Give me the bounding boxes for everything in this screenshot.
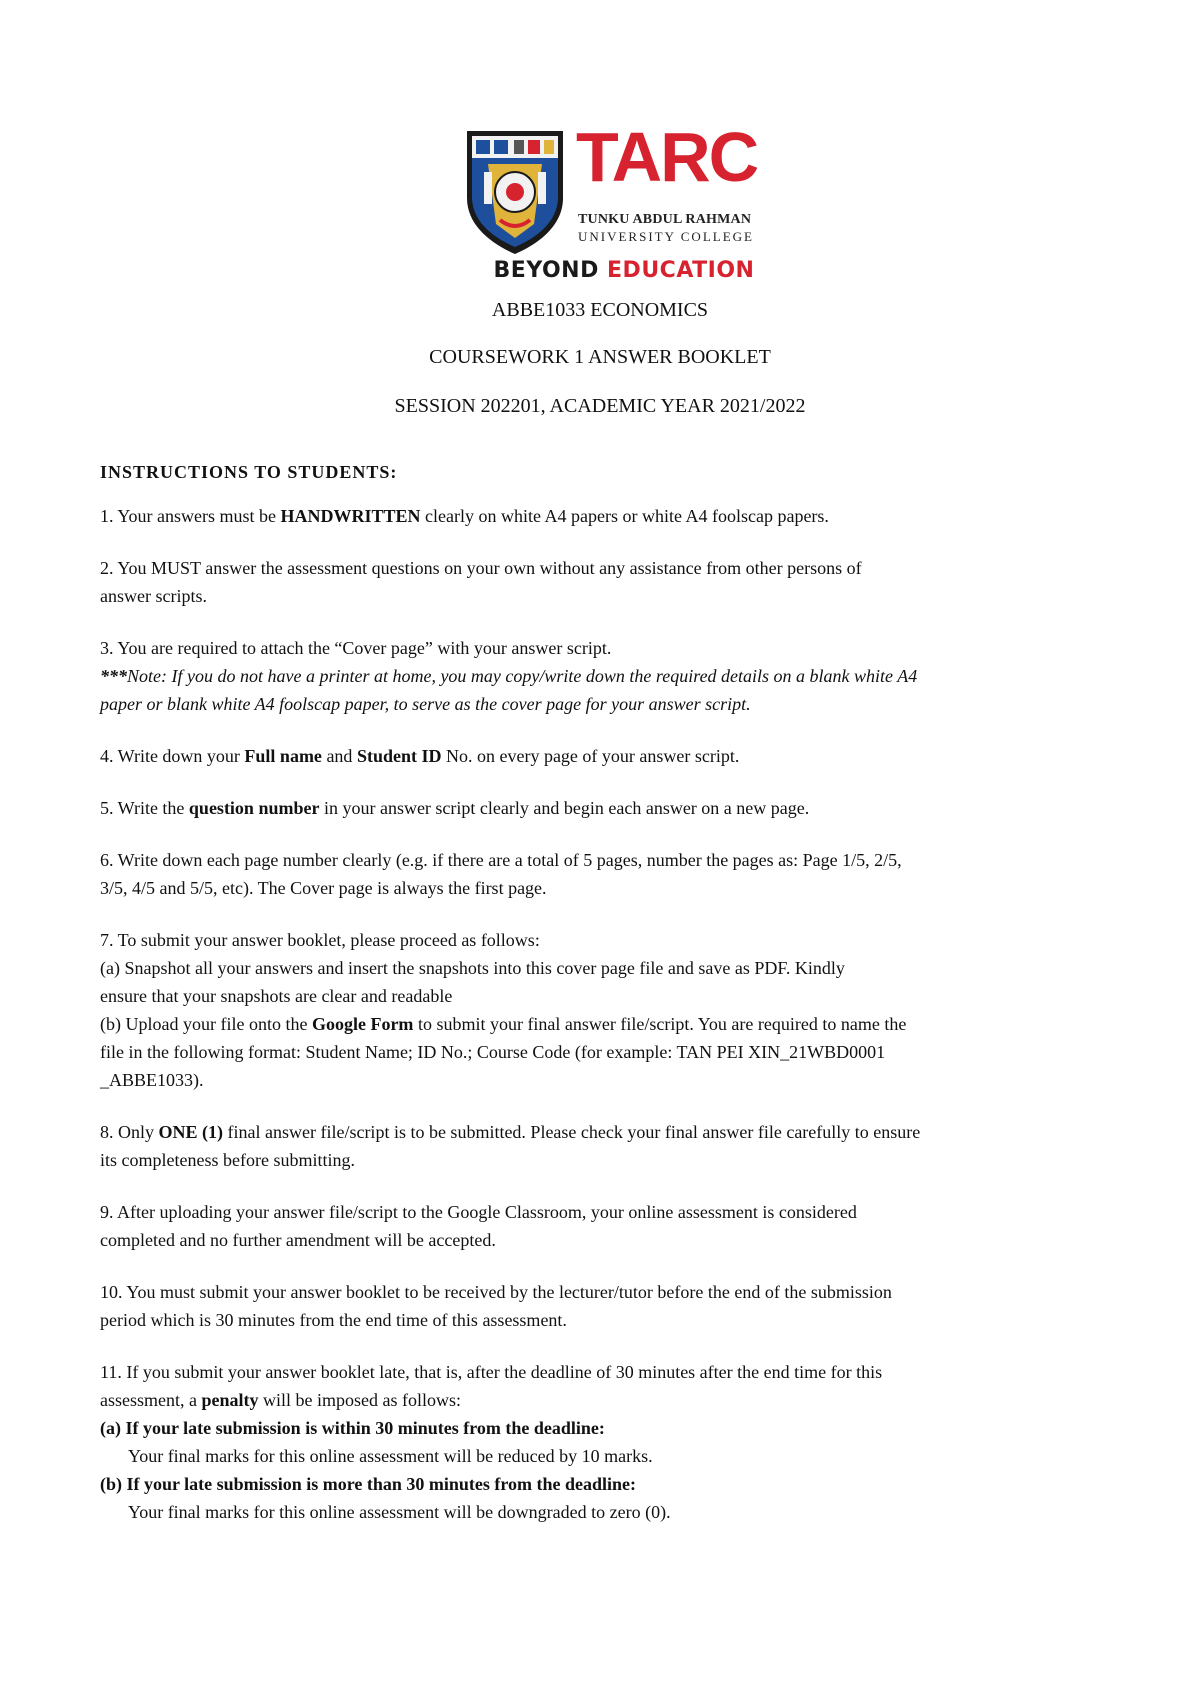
instruction-9: 9. After uploading your answer file/script to the Google Classroom, your online assessment is considered completed and no further amendment will be accepted.	[100, 1202, 857, 1250]
crest-icon	[464, 128, 566, 256]
penalty-b	[100, 1470, 1120, 1498]
tagline-part1: BEYOND	[493, 258, 599, 283]
tagline-part2: EDUCATION	[607, 258, 755, 283]
instruction-7: 7. To submit your answer booklet, please proceed as follows: (a) Snapshot all your answers and insert the snapshots into this cover page file and save as PDF. Kindly ensure that your snapshots are clear and readable (b) Upload your file onto the Google Form to submit your final answer file/script. You are required to name the file in the following format: Student Name; ID No.; Course Code (for example: TAN PEI XIN_21WBD0001 _ABBE1033).	[100, 930, 907, 1090]
instruction-11: 11. If you submit your answer booklet late, that is, after the deadline of 30 minutes after the end time for this assessment, a penalty will be imposed as follows: (a) If your late submission is within 30 minutes from the deadline:	[100, 1362, 883, 1438]
brand-mark: TARC	[576, 118, 758, 196]
instruction-3: 3. You are required to attach the “Cover page” with your answer script.	[100, 638, 612, 658]
penalty-b-title: (b) If your late submission is more than 30 minutes from the deadline:	[100, 1474, 637, 1494]
penalty-a-title: (a) If your late submission is within 30 minutes from the deadline:	[100, 1418, 605, 1438]
institution-name-line2: UNIVERSITY COLLEGE	[578, 229, 754, 244]
instruction-6: 6. Write down each page number clearly (e.g. if there are a total of 5 pages, number the pages as: Page 1/5, 2/5, 3/5, 4/5 and 5/5, etc). The Cover page is always the first page.	[100, 850, 902, 898]
course-title: ABBE1033 ECONOMICS	[491, 299, 709, 321]
brand-wordmark	[576, 118, 776, 248]
institution-name-line1: TUNKU ABDUL RAHMAN	[578, 212, 752, 227]
penalty-a-text: Your final marks for this online assessment will be reduced by 10 marks.	[128, 1446, 653, 1466]
instruction-8: 8. Only ONE (1) final answer file/script is to be submitted. Please check your final answer file carefully to ensure its completeness before submitting.	[100, 1122, 921, 1170]
instruction-3-note: ***Note: If you do not have a printer at home, you may copy/write down the required details on a blank white A4 paper or blank white A4 foolscap paper, to serve as the cover page for your answer script.	[100, 666, 918, 714]
instruction-5: 5. Write the question number in your answer script clearly and begin each answer on a new page.	[100, 798, 810, 818]
instruction-10: 10. You must submit your answer booklet to be received by the lecturer/tutor before the end of the submission period which is 30 minutes from the end time of this assessment.	[100, 1282, 892, 1330]
instruction-1: 1. Your answers must be HANDWRITTEN clearly on white A4 papers or white A4 foolscap papers.	[100, 506, 829, 526]
penalty-b-text: Your final marks for this online assessment will be downgraded to zero (0).	[128, 1502, 671, 1522]
university-logo	[464, 118, 784, 290]
instruction-2: 2. You MUST answer the assessment questions on your own without any assistance from other persons of answer scripts.	[100, 558, 862, 606]
instructions-title: INSTRUCTIONS TO STUDENTS:	[100, 462, 398, 482]
instructions	[100, 458, 1120, 1526]
booklet-title: COURSEWORK 1 ANSWER BOOKLET	[429, 346, 771, 368]
session-title: SESSION 202201, ACADEMIC YEAR 2021/2022	[394, 395, 806, 417]
instruction-4: 4. Write down your Full name and Student ID No. on every page of your answer script.	[100, 746, 740, 766]
tagline	[464, 260, 784, 282]
